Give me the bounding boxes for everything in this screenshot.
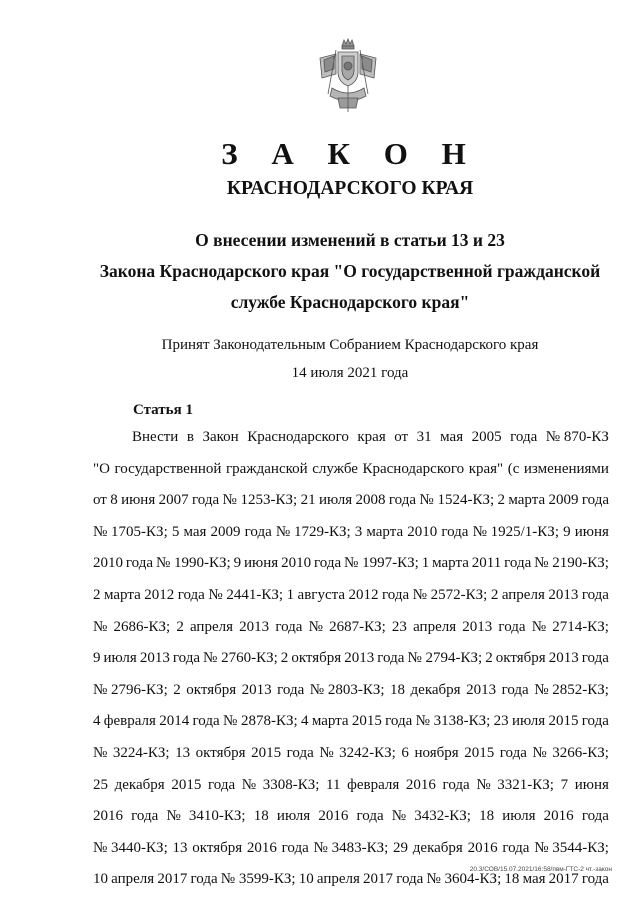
body-line: 9 июля 2013 года № 2760-КЗ; 2 октября 2013 года № 2794-КЗ; 2 октября 2013 года [93,650,609,667]
adoption-body-line: Принят Законодательным Собранием Краснодарского края [161,337,539,353]
law-title-line: службе Краснодарского края" [230,292,470,312]
body-line: 2016 года № 3410-КЗ; 18 июля 2016 года № 3432-КЗ; 18 июля 2016 года [93,808,609,825]
law-heading: З А К О Н [221,136,479,171]
region-name: КРАСНОДАРСКОГО КРАЯ [226,178,474,199]
body-line: № 2686-КЗ; 2 апреля 2013 года № 2687-КЗ; 23 апреля 2013 года № 2714-КЗ; [93,618,609,635]
document-footer-stamp: 20.3/СОВ/15.07.2021/16:58/пвм-ГТС-2 чт.-закон [469,866,612,873]
body-line: 25 декабря 2015 года № 3308-КЗ; 11 февраля 2016 года № 3321-КЗ; 7 июня [93,776,609,793]
article-body [93,422,609,896]
law-title-line: Закона Краснодарского края "О государственной гражданской [99,261,601,281]
body-line: № 3440-КЗ; 13 октября 2016 года № 3483-КЗ; 29 декабря 2016 года № 3544-КЗ; [93,839,609,856]
adoption-date-line: 14 июля 2021 года [291,365,409,381]
adoption-note [86,331,614,387]
body-line: № 3224-КЗ; 13 октября 2015 года № 3242-КЗ; 6 ноября 2015 года № 3266-КЗ; [93,744,609,761]
body-line: 2010 года № 1990-КЗ; 9 июня 2010 года № 1997-КЗ; 1 марта 2011 года № 2190-КЗ; [93,555,609,572]
body-line: № 1705-КЗ; 5 мая 2009 года № 1729-КЗ; 3 марта 2010 года № 1925/1-КЗ; 9 июня [93,523,609,540]
body-line: от 8 июня 2007 года № 1253-КЗ; 21 июля 2008 года № 1524-КЗ; 2 марта 2009 года [93,492,609,509]
article-heading: Статья 1 [133,402,193,418]
law-title-line: О внесении изменений в статьи 13 и 23 [195,230,505,250]
law-title [86,225,614,318]
body-line: 4 февраля 2014 года № 2878-КЗ; 4 марта 2015 года № 3138-КЗ; 23 июля 2015 года [93,713,609,730]
body-line: 10 апреля 2017 года № 3599-КЗ; 10 апреля 2017 года № 3604-КЗ; 18 мая 2017 года [93,871,609,888]
body-line: "О государственной гражданской службе Краснодарского края" (с изменениями [93,460,609,477]
body-line: № 2796-КЗ; 2 октября 2013 года № 2803-КЗ; 18 декабря 2013 года № 2852-КЗ; [93,681,609,698]
coat-of-arms-emblem [314,38,382,114]
body-line: Внести в Закон Краснодарского края от 31 мая 2005 года № 870-КЗ [132,429,609,445]
body-line: 2 марта 2012 года № 2441-КЗ; 1 августа 2012 года № 2572-КЗ; 2 апреля 2013 года [93,586,609,603]
